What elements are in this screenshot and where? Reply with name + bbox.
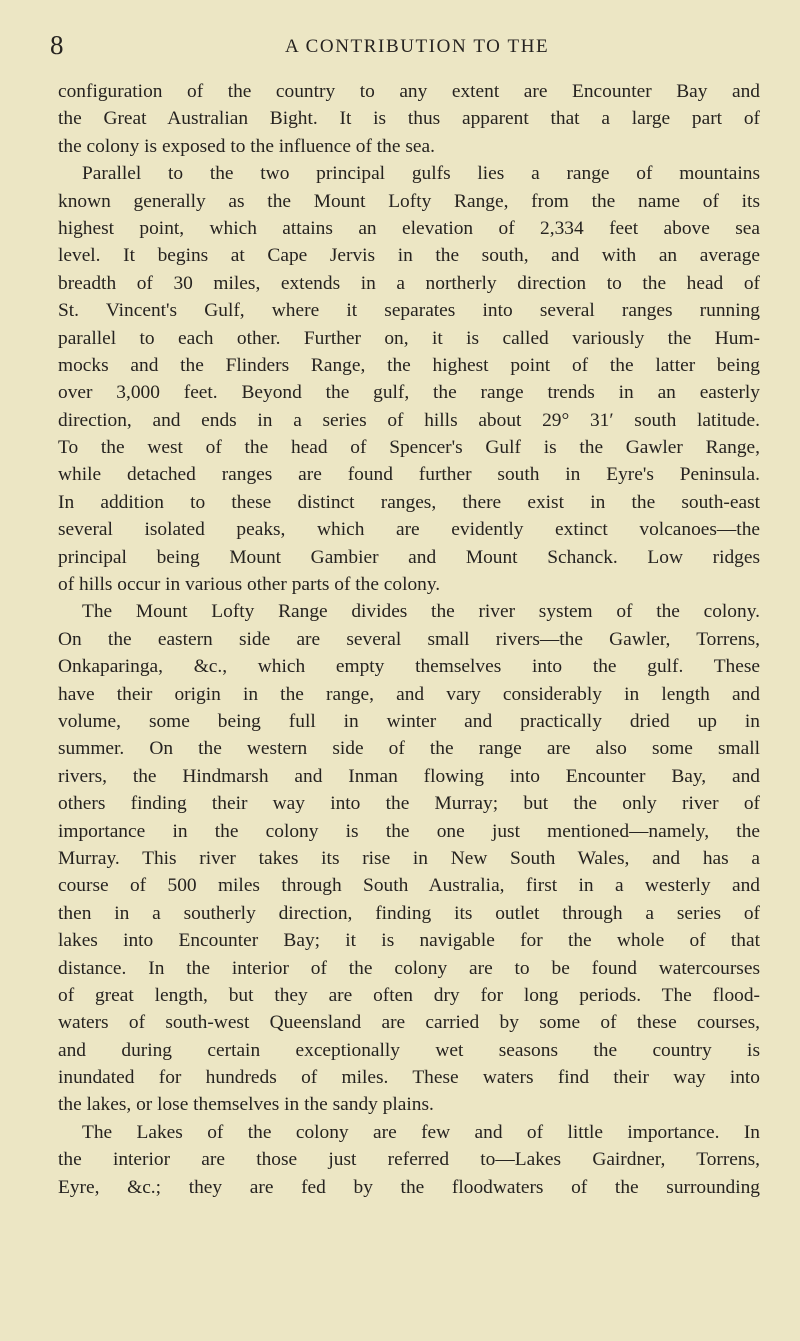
text-line: direction, and ends in a series of hills about 29° 31′ south latitude. bbox=[58, 409, 760, 431]
text-line: Onkaparinga, &c., which empty themselves into the gulf. These bbox=[58, 656, 760, 678]
page-number: 8 bbox=[50, 30, 64, 60]
text-line: of great length, but they are often dry for long periods. The flood- bbox=[58, 984, 760, 1006]
text-line: and during certain exceptionally wet seasons the country is bbox=[58, 1039, 760, 1061]
text-line: while detached ranges are found further south in Eyre's Peninsula. bbox=[58, 464, 760, 486]
text-line: waters of south-west Queensland are carried by some of these courses, bbox=[58, 1012, 760, 1034]
text-line: configuration of the country to any extent are Encounter Bay and bbox=[58, 81, 760, 102]
body-text bbox=[58, 78, 760, 1201]
text-line: parallel to each other. Further on, it is called variously the Hum- bbox=[58, 327, 760, 349]
text-line: the colony is exposed to the influence of the sea. bbox=[58, 135, 435, 157]
text-line: Parallel to the two principal gulfs lies a range of mountains bbox=[82, 163, 760, 185]
text-line: course of 500 miles through South Australia, first in a westerly and bbox=[58, 875, 760, 897]
text-line: over 3,000 feet. Beyond the gulf, the range trends in an easterly bbox=[58, 382, 760, 404]
text-line: the Great Australian Bight. It is thus apparent that a large part of bbox=[58, 108, 760, 130]
text-line: volume, some being full in winter and practically dried up in bbox=[58, 710, 760, 732]
text-line: To the west of the head of Spencer's Gulf is the Gawler Range, bbox=[58, 437, 760, 459]
text-line: On the eastern side are several small rivers—the Gawler, Torrens, bbox=[58, 628, 760, 650]
text-line: highest point, which attains an elevation of 2,334 feet above sea bbox=[58, 217, 760, 239]
text-line: The Lakes of the colony are few and of little importance. In bbox=[82, 1121, 760, 1143]
text-line: In addition to these distinct ranges, there exist in the south-east bbox=[58, 491, 760, 513]
text-line: the interior are those just referred to—Lakes Gairdner, Torrens, bbox=[58, 1149, 760, 1171]
page-header bbox=[50, 30, 770, 60]
text-line: then in a southerly direction, finding its outlet through a series of bbox=[58, 902, 760, 924]
text-line: The Mount Lofty Range divides the river system of the colony. bbox=[82, 601, 760, 623]
text-line: level. It begins at Cape Jervis in the south, and with an average bbox=[58, 245, 760, 267]
text-line: distance. In the interior of the colony are to be found watercourses bbox=[58, 957, 760, 979]
text-line: known generally as the Mount Lofty Range, from the name of its bbox=[58, 190, 760, 212]
text-line: principal being Mount Gambier and Mount Schanck. Low ridges bbox=[58, 546, 760, 568]
text-line: breadth of 30 miles, extends in a northerly direction to the head of bbox=[58, 272, 760, 294]
text-line: St. Vincent's Gulf, where it separates into several ranges running bbox=[58, 300, 760, 322]
text-line: summer. On the western side of the range are also some small bbox=[58, 738, 760, 760]
text-line: others finding their way into the Murray; but the only river of bbox=[58, 793, 760, 815]
text-line: Eyre, &c.; they are fed by the floodwaters of the surrounding bbox=[58, 1176, 760, 1198]
running-head: A CONTRIBUTION TO THE bbox=[285, 36, 550, 57]
text-line: several isolated peaks, which are evidently extinct volcanoes—the bbox=[58, 519, 760, 541]
text-line: importance in the colony is the one just mentioned—namely, the bbox=[58, 820, 760, 842]
text-line: the lakes, or lose themselves in the sandy plains. bbox=[58, 1094, 434, 1116]
text-line: of hills occur in various other parts of the colony. bbox=[58, 574, 441, 596]
text-line: lakes into Encounter Bay; it is navigable for the whole of that bbox=[58, 930, 760, 952]
text-line: Murray. This river takes its rise in New South Wales, and has a bbox=[58, 847, 760, 869]
text-line: have their origin in the range, and vary considerably in length and bbox=[58, 683, 760, 705]
text-line: mocks and the Flinders Range, the highest point of the latter being bbox=[58, 354, 760, 376]
text-line: rivers, the Hindmarsh and Inman flowing into Encounter Bay, and bbox=[58, 765, 760, 787]
text-line: inundated for hundreds of miles. These waters find their way into bbox=[58, 1067, 760, 1089]
